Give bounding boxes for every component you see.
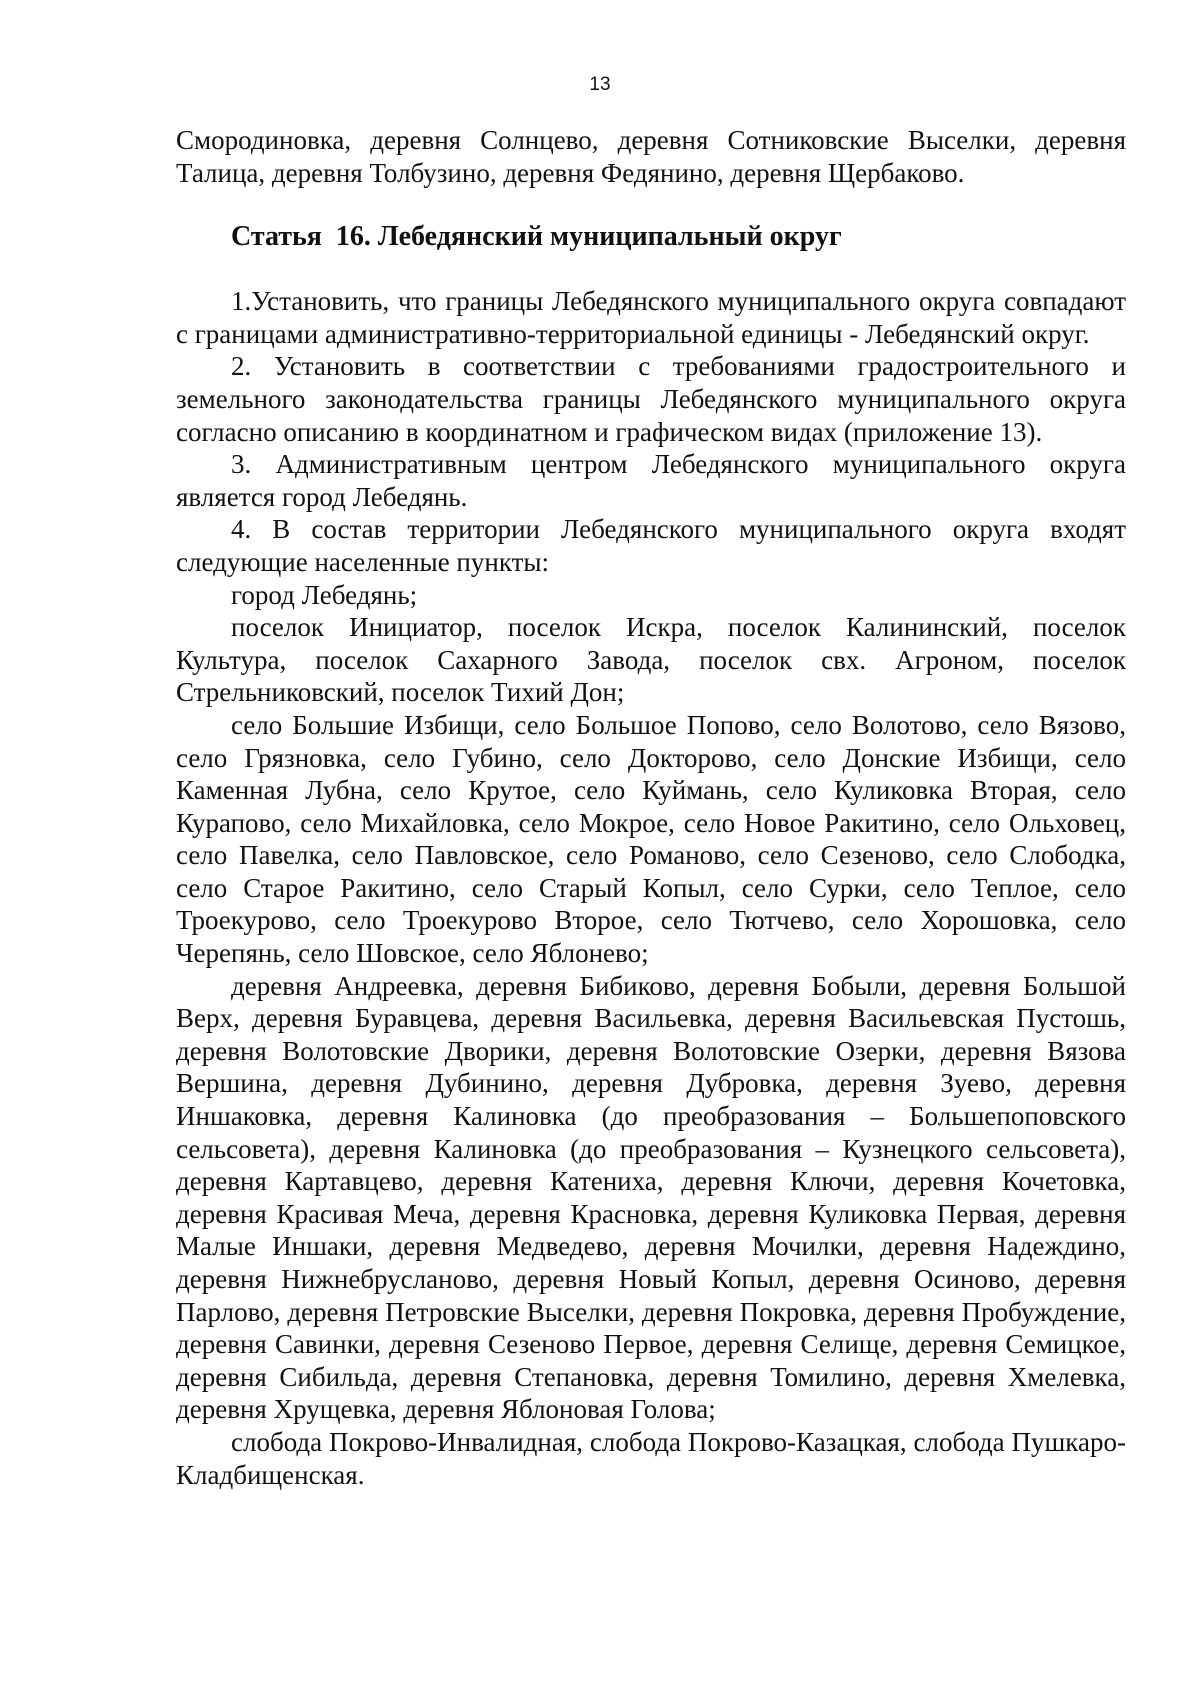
- paragraph-1: 1.Установить, что границы Лебедянского муниципального округа совпадают с границами административно-территориальной единицы - Лебедянский округ.: [176, 286, 1126, 349]
- intro-paragraph: Смородиновка, деревня Солнцево, деревня Сотниковские Выселки, деревня Талица, деревня Толбузино, деревня Федянино, деревня Щербаково.: [176, 125, 1126, 188]
- article-heading: Статья 16. Лебедянский муниципальный округ: [231, 221, 842, 253]
- selo-list: село Большие Избищи, село Большое Попово, село Волотово, село Вязово, село Грязновка, село Губино, село Докторово, село Донские Избищи, село Каменная Лубна, село Крутое, село Куймань, село Куликовка Вторая, село Курапово, село Михайловка, село Мокрое, село Новое Ракитино, село Ольховец, село Павелка, село Павловское, село Романово, село Сезеново, село Слободка, село Старое Ракитино, село Старый Копыл, село Сурки, село Теплое, село Троекурово, село Троекурово Второе, село Тютчево, село Хорошовка, село Черепянь, село Шовское, село Яблонево;: [176, 709, 1126, 969]
- document-body: [176, 124, 1126, 1491]
- sloboda-list: слобода Покрово-Инвалидная, слобода Покрово-Казацкая, слобода Пушкаро-Кладбищенская.: [176, 1426, 1126, 1490]
- paragraph-3: 3. Административным центром Лебедянского муниципального округа является город Лебедянь.: [176, 449, 1126, 512]
- paragraph-4: 4. В состав территории Лебедянского муниципального округа входят следующие населенные пункты:: [176, 514, 1126, 577]
- settlement-list: поселок Инициатор, поселок Искра, поселок Калининский, поселок Культура, поселок Сахарного Завода, поселок свх. Агроном, поселок Стрельниковский, поселок Тихий Дон;: [176, 612, 1126, 708]
- page-number: 13: [589, 74, 611, 95]
- town-list: город Лебедянь;: [231, 579, 418, 610]
- derevnya-list: деревня Андреевка, деревня Бибиково, деревня Бобыли, деревня Большой Верх, деревня Буравцева, деревня Васильевка, деревня Васильевская Пустошь, деревня Волотовские Дворики, деревня Волотовские Озерки, деревня Вязова Вершина, деревня Дубинино, деревня Дубровка, деревня Зуево, деревня Иншаковка, деревня Калиновка (до преобразования – Большепоповского сельсовета), деревня Калиновка (до преобразования – Кузнецкого сельсовета), деревня Картавцево, деревня Катениха, деревня Ключи, деревня Кочетовка, деревня Красивая Меча, деревня Красновка, деревня Куликовка Первая, деревня Малые Иншаки, деревня Медведево, деревня Мочилки, деревня Надеждино, деревня Нижнебрусланово, деревня Новый Копыл, деревня Осиново, деревня Парлово, деревня Петровские Выселки, деревня Покровка, деревня Пробуждение, деревня Савинки, деревня Сезеново Первое, деревня Селище, деревня Семицкое, деревня Сибильда, деревня Степановка, деревня Томилино, деревня Хмелевка, деревня Хрущевка, деревня Яблоновая Голова;: [176, 970, 1126, 1425]
- paragraph-2: 2. Установить в соответствии с требованиями градостроительного и земельного законодательства границы Лебедянского муниципального округа согласно описанию в координатном и графическом видах (приложение 13).: [176, 351, 1126, 447]
